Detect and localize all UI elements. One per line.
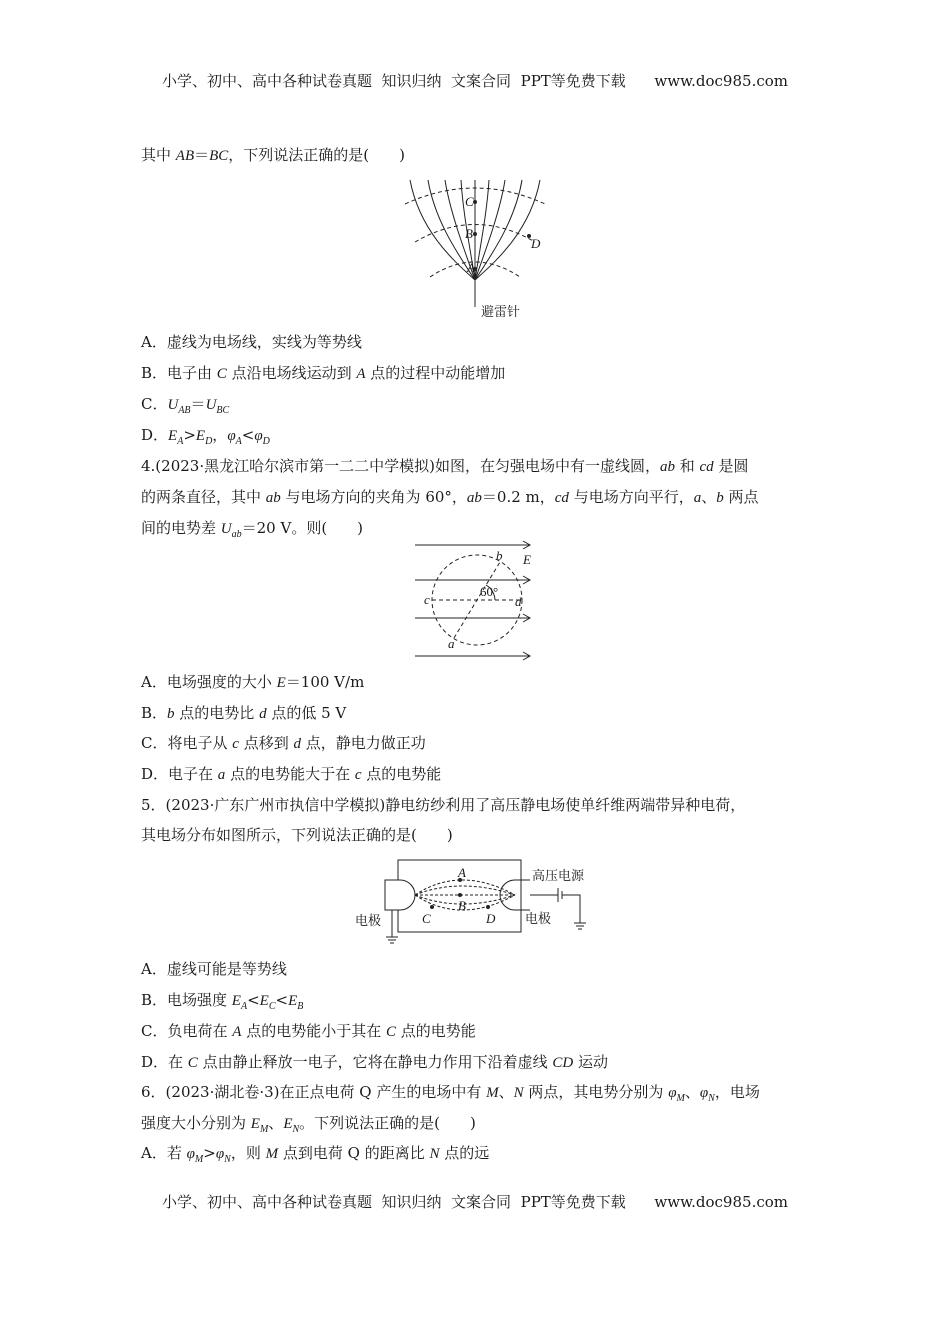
text-segment: D．电子在 xyxy=(141,765,218,783)
subscript: BC xyxy=(216,405,230,416)
math-symbol: M xyxy=(486,1085,499,1101)
math-symbol: b xyxy=(716,490,724,506)
subscript: N xyxy=(708,1093,715,1104)
text-segment: < xyxy=(241,426,255,444)
subscript: ab xyxy=(231,529,242,540)
text-line xyxy=(141,518,363,545)
label-c: c xyxy=(424,592,430,607)
label-C: C xyxy=(465,194,474,209)
text-segment: 点的电势能大于在 xyxy=(225,765,355,783)
text-line xyxy=(141,332,362,352)
text-segment: ＝20 V。则( ) xyxy=(241,519,364,537)
math-symbol: C xyxy=(216,366,227,382)
text-segment: C．将电子从 xyxy=(141,734,233,752)
subscript: M xyxy=(194,1154,204,1165)
text-line xyxy=(141,990,303,1017)
text-segment: 点的低 5 V xyxy=(266,704,347,722)
text-segment: B．电子由 xyxy=(141,364,217,382)
text-segment: ，下列说法正确的是( ) xyxy=(228,146,406,164)
label-A: A xyxy=(467,260,475,275)
subscript: C xyxy=(268,1001,276,1012)
text-segment: ， xyxy=(212,426,228,444)
text-segment: 点的电势比 xyxy=(174,704,260,722)
math-symbol: E xyxy=(231,993,241,1009)
math-symbol: N xyxy=(513,1085,524,1101)
math-symbol: U xyxy=(167,397,179,413)
text-segment: < xyxy=(275,991,289,1009)
text-line xyxy=(141,394,229,421)
text-segment: B． xyxy=(141,704,168,722)
text-segment: 点由静止释放一电子，它将在静电力作用下沿着虚线 xyxy=(197,1053,553,1071)
text-segment: 间的电势差 xyxy=(141,519,221,537)
subscript: D xyxy=(262,436,270,447)
math-symbol: C xyxy=(187,1055,198,1071)
text-segment: ＝100 V/m xyxy=(285,673,365,691)
math-symbol: b xyxy=(167,706,175,722)
text-line xyxy=(141,145,405,166)
left-electrode-label: 电极 xyxy=(355,914,382,929)
text-segment: 4.(2023·黑龙江哈尔滨市第一二二中学模拟)如图，在匀强电场中有一虚线圆， xyxy=(141,457,660,475)
text-line xyxy=(141,703,346,724)
text-line xyxy=(141,1052,608,1073)
math-symbol: U xyxy=(205,397,217,413)
page-footer: 小学、初中、高中各种试卷真题 知识归纳 文案合同 PPT等免费下载 www.doc985.com xyxy=(161,1193,788,1211)
text-segment: 点移到 xyxy=(238,734,294,752)
text-line xyxy=(141,733,426,754)
math-symbol: c xyxy=(232,736,239,752)
right-electrode-label: 电极 xyxy=(525,912,552,927)
math-symbol: E xyxy=(168,428,178,444)
math-symbol: φ xyxy=(254,428,263,444)
text-segment: 6．(2023·湖北卷·3)在正点电荷 Q 产生的电场中有 xyxy=(141,1083,487,1101)
math-symbol: ab xyxy=(659,459,675,475)
text-segment: 是圆 xyxy=(713,457,749,475)
math-symbol: a xyxy=(217,767,226,783)
subscript: D xyxy=(205,436,213,447)
math-symbol: φ xyxy=(668,1085,677,1101)
label-a: a xyxy=(448,636,455,651)
math-symbol: E xyxy=(288,993,298,1009)
math-symbol: φ xyxy=(186,1146,195,1162)
text-line xyxy=(141,825,453,845)
text-segment: 点到电荷 Q 的距离比 xyxy=(278,1144,430,1162)
text-segment: D． xyxy=(141,426,169,444)
text-segment: 其中 xyxy=(141,146,176,164)
math-symbol: a xyxy=(693,490,702,506)
label-D: D xyxy=(486,911,496,926)
text-segment: ，电场 xyxy=(714,1083,760,1101)
math-symbol: c xyxy=(354,767,362,783)
label-B: B xyxy=(458,898,466,913)
text-segment: 、 xyxy=(701,488,717,506)
text-segment: 与电场方向的夹角为 60°， xyxy=(280,488,467,506)
label-A: A xyxy=(458,865,466,880)
math-symbol: BC xyxy=(209,148,229,164)
math-symbol: AB xyxy=(175,148,195,164)
text-segment: < xyxy=(247,991,260,1009)
text-segment: ，则 xyxy=(230,1144,266,1162)
text-line xyxy=(141,1143,489,1170)
text-segment: 、 xyxy=(268,1114,284,1132)
text-segment: 运动 xyxy=(573,1053,608,1071)
math-symbol: cd xyxy=(699,459,714,475)
math-symbol: E xyxy=(195,428,206,444)
lightning-rod-caption: 避雷针 xyxy=(481,305,521,320)
math-symbol: cd xyxy=(554,490,569,506)
power-source-label: 高压电源 xyxy=(532,869,585,884)
text-line xyxy=(141,764,441,785)
label-E: E xyxy=(523,552,531,567)
subscript: A xyxy=(177,436,184,447)
math-symbol: d xyxy=(293,736,301,752)
math-symbol: d xyxy=(259,706,267,722)
subscript: M xyxy=(676,1093,685,1104)
math-symbol: φ xyxy=(215,1146,225,1162)
text-segment: D．在 xyxy=(141,1053,188,1071)
text-line xyxy=(141,672,364,693)
text-segment: 和 xyxy=(674,457,700,475)
subscript: N xyxy=(292,1124,300,1135)
math-symbol: E xyxy=(283,1116,293,1132)
text-segment: A．电场强度的大小 xyxy=(141,673,277,691)
text-segment: 。下列说法正确的是( ) xyxy=(299,1114,476,1132)
text-line xyxy=(141,363,505,384)
text-segment: C．负电荷在 xyxy=(141,1022,233,1040)
text-segment: ＝0.2 m， xyxy=(481,488,555,506)
text-segment: 、 xyxy=(684,1083,700,1101)
label-D: D xyxy=(531,236,541,251)
text-segment: 点的电势能 xyxy=(361,765,442,783)
text-segment: > xyxy=(203,1144,216,1162)
subscript: N xyxy=(224,1154,231,1165)
text-segment: 的两条直径，其中 xyxy=(141,488,266,506)
text-segment: A．虚线为电场线，实线为等势线 xyxy=(141,333,362,351)
text-segment: 两点，其电势分别为 xyxy=(523,1083,669,1101)
math-symbol: φ xyxy=(227,428,236,444)
subscript: M xyxy=(259,1124,269,1135)
subscript: AB xyxy=(178,405,191,416)
label-b: b xyxy=(496,548,503,563)
text-line xyxy=(141,456,748,477)
text-segment: 5．(2023·广东广州市执信中学模拟)静电纺纱利用了高压静电场使单纤维两端带异种电荷， xyxy=(141,796,746,814)
text-segment: B．电场强度 xyxy=(141,991,232,1009)
math-symbol: E xyxy=(276,675,286,691)
text-segment: 、 xyxy=(498,1083,514,1101)
subscript: B xyxy=(297,1001,304,1012)
text-segment: A．虚线可能是等势线 xyxy=(141,960,287,978)
text-line xyxy=(141,1021,476,1042)
math-symbol: N xyxy=(429,1146,440,1162)
text-line xyxy=(141,959,287,979)
label-d: d xyxy=(515,594,522,609)
text-segment: 点沿电场线运动到 xyxy=(226,364,357,382)
text-segment: 强度大小分别为 xyxy=(141,1114,251,1132)
text-segment: 点，静电力做正功 xyxy=(300,734,426,752)
math-symbol: E xyxy=(250,1116,260,1132)
text-line xyxy=(141,487,759,508)
subscript: A xyxy=(235,436,242,447)
text-segment: 点的电势能 xyxy=(395,1022,476,1040)
page-header: 小学、初中、高中各种试卷真题 知识归纳 文案合同 PPT等免费下载 www.doc985.com xyxy=(161,72,788,90)
text-segment: 点的远 xyxy=(439,1144,490,1162)
text-segment: ＝ xyxy=(194,146,210,164)
text-segment: 点的电势能小于其在 xyxy=(241,1022,386,1040)
subscript: A xyxy=(240,1001,248,1012)
math-symbol: M xyxy=(265,1146,279,1162)
text-segment: 两点 xyxy=(723,488,759,506)
math-symbol: ab xyxy=(265,490,281,506)
math-symbol: C xyxy=(385,1024,396,1040)
electrostatic-spinning-figure xyxy=(350,855,600,945)
text-segment: 与电场方向平行， xyxy=(568,488,694,506)
math-symbol: φ xyxy=(699,1085,709,1101)
uniform-field-circle-figure xyxy=(410,540,550,665)
text-segment: C． xyxy=(141,395,168,413)
text-line xyxy=(141,795,745,815)
math-symbol: U xyxy=(220,521,232,537)
text-segment: > xyxy=(183,426,196,444)
math-symbol: A xyxy=(356,366,366,382)
math-symbol: E xyxy=(259,993,269,1009)
angle-label: 60° xyxy=(480,584,499,599)
math-symbol: CD xyxy=(552,1055,574,1071)
label-B: B xyxy=(465,226,473,241)
text-line xyxy=(141,1113,476,1140)
text-line xyxy=(141,425,270,452)
text-segment: 点的过程中动能增加 xyxy=(365,364,506,382)
text-line xyxy=(141,1082,760,1109)
lightning-rod-figure xyxy=(395,172,565,322)
math-symbol: A xyxy=(232,1024,242,1040)
text-segment: 其电场分布如图所示，下列说法正确的是( ) xyxy=(141,826,453,844)
label-C: C xyxy=(422,911,431,926)
math-symbol: ab xyxy=(466,490,482,506)
text-segment: A．若 xyxy=(141,1144,187,1162)
text-segment: ＝ xyxy=(190,395,206,413)
